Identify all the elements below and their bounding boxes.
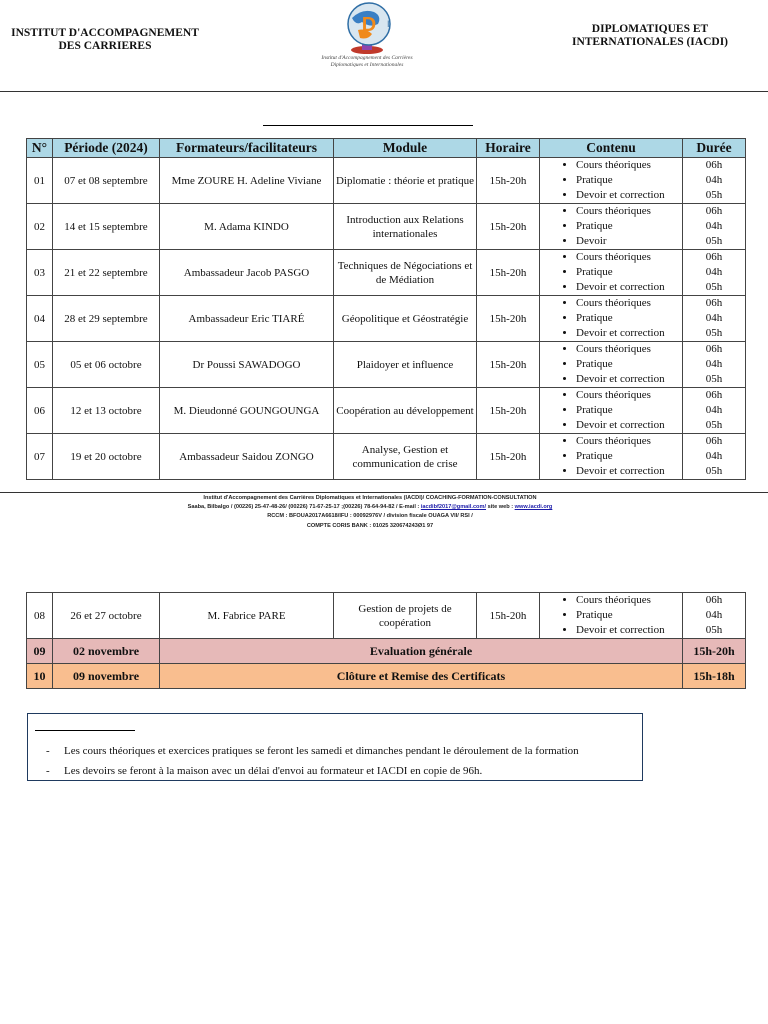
row-period: 21 et 22 septembre — [53, 250, 160, 296]
duration-value: 05h — [705, 189, 723, 201]
duration-value: 06h — [705, 297, 723, 309]
duration-value: 04h — [705, 266, 723, 278]
row-content — [540, 158, 683, 204]
duration-value: 06h — [705, 251, 723, 263]
schedule-table-continued — [26, 592, 746, 689]
content-item: • Pratique — [576, 357, 682, 372]
row-durations — [683, 388, 746, 434]
row-period: 07 et 08 septembre — [53, 158, 160, 204]
row-hours: 15h-20h — [477, 250, 540, 296]
footer-email-link[interactable]: iacdibf2017@gmail.com/ — [420, 504, 487, 511]
content-item: • Pratique — [576, 173, 682, 188]
row-durations — [683, 158, 746, 204]
content-item: • Pratique — [576, 219, 682, 234]
footer-contacts: Saaba, Bilbalgo / (00226) 25-47-48-26/ (00226) 71-67-25-17 ;(00226) 78-64-94-82 / E-mail : — [187, 504, 421, 511]
institute-footer — [140, 494, 600, 531]
schedule-table — [26, 138, 746, 480]
row-trainer: Ambassadeur Eric TIARÉ — [160, 296, 334, 342]
logo-caption-line1: Institut d'Accompagnement des Carrières — [321, 55, 413, 61]
row-number: 10 — [27, 664, 53, 689]
evaluation-label: Evaluation générale — [160, 639, 683, 664]
row-period: 02 novembre — [53, 639, 160, 664]
content-item: • Pratique — [576, 265, 682, 280]
table-row — [27, 388, 746, 434]
row-period: 26 et 27 octobre — [53, 593, 160, 639]
col-header-number: N° — [27, 139, 53, 158]
institute-name-line4: INTERNATIONALES (IACDI) — [571, 36, 729, 48]
row-number: 02 — [27, 204, 53, 250]
notes-list — [46, 741, 579, 781]
evaluation-row — [27, 639, 746, 664]
institute-name-line2: DES CARRIERES — [58, 40, 152, 52]
content-item: • Cours théoriques — [576, 388, 682, 403]
row-hours: 15h-20h — [477, 158, 540, 204]
duration-value: 05h — [705, 281, 723, 293]
row-trainer: Mme ZOURE H. Adeline Viviane — [160, 158, 334, 204]
row-trainer: Ambassadeur Jacob PASGO — [160, 250, 334, 296]
logo-letter: D — [361, 14, 377, 36]
institute-name-right — [555, 23, 745, 49]
row-number: 03 — [27, 250, 53, 296]
col-header-duration: Durée — [683, 139, 746, 158]
content-item: • Pratique — [576, 608, 682, 623]
row-durations — [683, 250, 746, 296]
row-hours: 15h-20h — [477, 593, 540, 639]
content-item: • Cours théoriques — [576, 296, 682, 311]
row-content — [540, 204, 683, 250]
row-number: 06 — [27, 388, 53, 434]
row-module: Plaidoyer et influence — [334, 342, 477, 388]
col-header-content: Contenu — [540, 139, 683, 158]
content-item: • Devoir et correction — [576, 326, 682, 341]
row-trainer: M. Fabrice PARE — [160, 593, 334, 639]
footer-site-label: site web : — [486, 504, 515, 511]
duration-value: 04h — [705, 312, 723, 324]
row-durations — [683, 296, 746, 342]
duration-value: 05h — [705, 235, 723, 247]
row-period: 14 et 15 septembre — [53, 204, 160, 250]
row-hours: 15h-18h — [683, 664, 746, 689]
content-item: • Cours théoriques — [576, 250, 682, 265]
duration-value: 04h — [705, 220, 723, 232]
content-item: • Pratique — [576, 449, 682, 464]
notes-title-underline — [35, 730, 135, 731]
footer-line3: RCCM : BFOUA2017A6618/IFU : 00092976V / division fiscale OUAGA VII/ RSI / — [267, 513, 473, 520]
note-text: Les devoirs se feront à la maison avec un délai d'envoi au formateur et IACDI en copie de 96h. — [64, 765, 483, 777]
note-item — [46, 761, 579, 781]
row-durations — [683, 434, 746, 480]
row-content — [540, 296, 683, 342]
row-content — [540, 250, 683, 296]
col-header-period: Période (2024) — [53, 139, 160, 158]
duration-value: 05h — [705, 419, 723, 431]
col-header-trainers: Formateurs/facilitateurs — [160, 139, 334, 158]
duration-value: 04h — [705, 174, 723, 186]
row-content — [540, 434, 683, 480]
content-item: • Cours théoriques — [576, 158, 682, 173]
duration-value: 06h — [705, 159, 723, 171]
col-header-module: Module — [334, 139, 477, 158]
row-number: 08 — [27, 593, 53, 639]
row-trainer: Ambassadeur Saidou ZONGO — [160, 434, 334, 480]
row-module: Analyse, Gestion et communication de crise — [334, 434, 477, 480]
col-header-hours: Horaire — [477, 139, 540, 158]
content-item: • Cours théoriques — [576, 204, 682, 219]
globe-logo-icon — [292, 2, 442, 56]
table-header-row — [27, 139, 746, 158]
table-row — [27, 204, 746, 250]
duration-value: 04h — [705, 609, 723, 621]
institute-name-line3: DIPLOMATIQUES ET — [591, 23, 709, 35]
row-hours: 15h-20h — [477, 342, 540, 388]
closing-label: Clôture et Remise des Certificats — [160, 664, 683, 689]
duration-value: 05h — [705, 624, 723, 636]
closing-row — [27, 664, 746, 689]
row-trainer: M. Adama KINDO — [160, 204, 334, 250]
duration-value: 04h — [705, 450, 723, 462]
row-module: Introduction aux Relations internationales — [334, 204, 477, 250]
footer-website-link[interactable]: www.iacdi.org — [514, 504, 553, 511]
row-durations — [683, 342, 746, 388]
note-text: Les cours théoriques et exercices pratiques se feront les samedi et dimanches pendant le déroulement de la formation — [64, 745, 579, 757]
footer-line1: Institut d'Accompagnement des Carrières Diplomatiques et Internationales (IACDI)/ COACHING-FORMATION-CONSULTATION — [203, 495, 537, 501]
svg-text:I: I — [387, 19, 390, 29]
row-module: Gestion de projets de coopération — [334, 593, 477, 639]
row-durations — [683, 204, 746, 250]
row-period: 19 et 20 octobre — [53, 434, 160, 480]
row-module: Diplomatie : théorie et pratique — [334, 158, 477, 204]
row-hours: 15h-20h — [477, 388, 540, 434]
row-number: 09 — [27, 639, 53, 664]
footer-line4: COMPTE CORIS BANK : 01025 320674243Ø1 97 — [306, 522, 434, 529]
content-item: • Devoir et correction — [576, 188, 682, 203]
row-trainer: Dr Poussi SAWADOGO — [160, 342, 334, 388]
row-period: 09 novembre — [53, 664, 160, 689]
footer-divider — [0, 492, 768, 493]
row-number: 05 — [27, 342, 53, 388]
content-item: • Pratique — [576, 311, 682, 326]
row-module: Géopolitique et Géostratégie — [334, 296, 477, 342]
row-trainer: M. Dieudonné GOUNGOUNGA — [160, 388, 334, 434]
content-item: • Cours théoriques — [576, 593, 682, 608]
content-item: • Devoir et correction — [576, 464, 682, 479]
content-item: • Devoir et correction — [576, 623, 682, 638]
content-item: • Pratique — [576, 403, 682, 418]
content-item: • Devoir et correction — [576, 280, 682, 295]
row-hours: 15h-20h — [477, 296, 540, 342]
row-content — [540, 342, 683, 388]
institute-logo — [292, 2, 442, 72]
content-item: • Cours théoriques — [576, 342, 682, 357]
note-item — [46, 741, 579, 761]
row-hours: 15h-20h — [477, 204, 540, 250]
footer-line2 — [140, 503, 600, 512]
table-row — [27, 296, 746, 342]
row-module: Techniques de Négociations et de Médiation — [334, 250, 477, 296]
duration-value: 06h — [705, 205, 723, 217]
row-number: 01 — [27, 158, 53, 204]
logo-caption-line2: Diplomatiques et Internationales — [330, 62, 404, 68]
row-durations — [683, 593, 746, 639]
row-period: 28 et 29 septembre — [53, 296, 160, 342]
duration-value: 05h — [705, 465, 723, 477]
duration-value: 04h — [705, 404, 723, 416]
row-content — [540, 593, 683, 639]
row-hours: 15h-20h — [683, 639, 746, 664]
table-row — [27, 342, 746, 388]
note-bullet: - — [46, 745, 50, 757]
duration-value: 06h — [705, 435, 723, 447]
institute-name-line1: INSTITUT D'ACCOMPAGNEMENT — [11, 27, 199, 39]
title-underline — [263, 125, 473, 126]
duration-value: 06h — [705, 343, 723, 355]
row-content — [540, 388, 683, 434]
row-module: Coopération au développement — [334, 388, 477, 434]
logo-caption — [292, 55, 442, 69]
content-item: • Devoir et correction — [576, 418, 682, 433]
header-divider — [0, 91, 768, 92]
notes-box — [27, 713, 643, 781]
table-row — [27, 434, 746, 480]
row-period: 05 et 06 octobre — [53, 342, 160, 388]
note-bullet: - — [46, 765, 50, 777]
row-number: 04 — [27, 296, 53, 342]
institute-name-left — [10, 27, 200, 53]
duration-value: 05h — [705, 327, 723, 339]
duration-value: 06h — [705, 594, 723, 606]
table-row — [27, 158, 746, 204]
row-hours: 15h-20h — [477, 434, 540, 480]
content-item: • Devoir et correction — [576, 372, 682, 387]
table-row — [27, 250, 746, 296]
duration-value: 04h — [705, 358, 723, 370]
table-row — [27, 593, 746, 639]
content-item: • Cours théoriques — [576, 434, 682, 449]
duration-value: 05h — [705, 373, 723, 385]
row-period: 12 et 13 octobre — [53, 388, 160, 434]
row-number: 07 — [27, 434, 53, 480]
duration-value: 06h — [705, 389, 723, 401]
content-item: • Devoir — [576, 234, 682, 249]
